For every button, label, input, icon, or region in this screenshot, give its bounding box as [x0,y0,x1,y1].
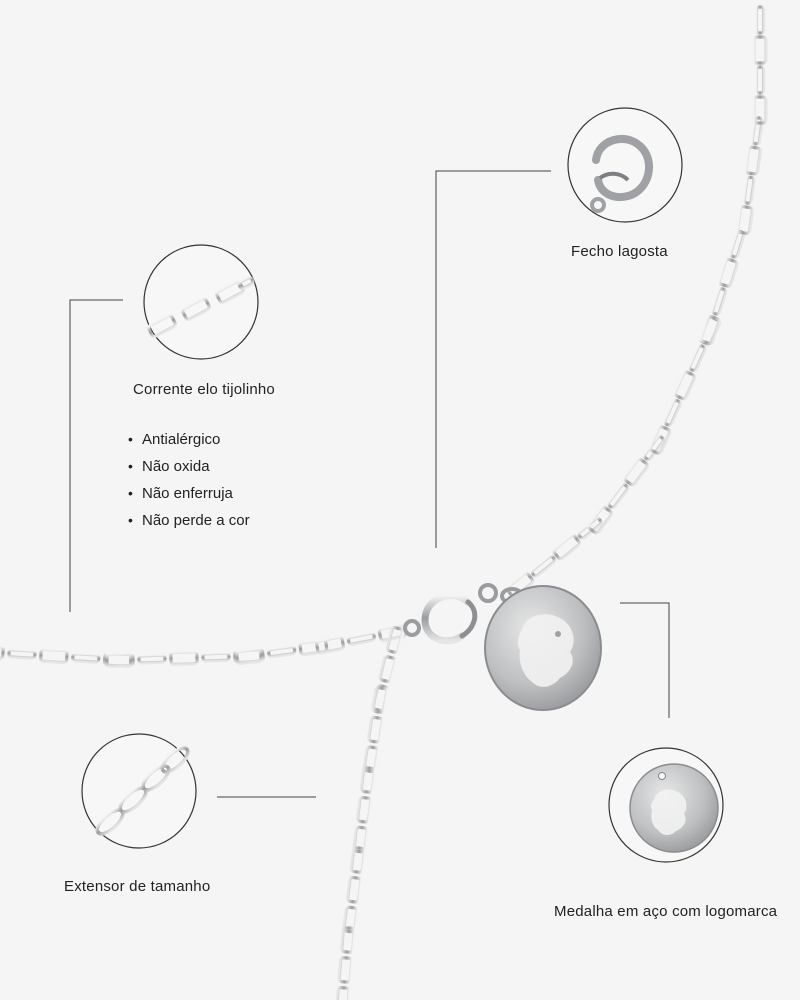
chain-link [756,67,763,93]
clasp-detail-circle [568,108,682,222]
chain-link [531,555,556,577]
extender-label: Extensor de tamanho [64,878,211,895]
chain-link [73,654,99,663]
chain-link [347,877,361,902]
medal-detail-circle [609,748,723,862]
feature-item: • Antialérgico [128,426,250,453]
chain-link [339,957,352,982]
feature-item: • Não oxida [128,453,250,480]
chain-link [674,371,696,400]
chain-link [203,653,229,661]
chain-link [368,717,382,742]
chain-link [664,399,681,426]
chain-link [754,37,766,63]
chain-link [9,650,35,659]
chain-horizontal [0,624,407,667]
medal-leader-line [620,603,669,718]
chain-link [745,147,760,174]
extender-detail-circle [82,734,196,848]
feature-item: • Não enferruja [128,480,250,507]
chain-link [623,458,648,486]
chain-link [357,797,371,822]
chain-link [139,655,165,663]
chain-link [649,426,671,455]
chain-link [171,652,197,665]
clasp-label: Fecho lagosta [571,243,668,260]
chain-link [268,646,295,657]
chain-link [730,231,745,258]
chain-label: Corrente elo tijolinho [133,381,275,398]
chain-link [744,177,755,204]
chain-link [336,987,349,1000]
chain-link [553,534,581,560]
clasp-leader-line [436,171,551,548]
chain-link [689,345,706,372]
medal-label: Medalha em aço com logomarca [554,903,778,920]
chain-features-list [128,426,250,534]
chain-link [700,316,719,344]
chain-link [737,206,752,233]
chain-link [756,7,763,33]
chain-link [348,633,375,645]
chain-link [607,483,628,508]
chain-link [719,259,738,287]
lobster-clasp [405,585,496,641]
chain-diagonal [506,7,766,598]
chain-link [379,656,395,682]
chain-link [387,627,403,653]
chain-link [712,288,727,315]
chain-detail-circle [144,245,258,359]
extender-chain [336,627,403,1000]
chain-link [41,649,68,663]
chain-leader-line [70,300,123,612]
medal-pendant [485,586,601,710]
feature-item: • Não perde a cor [128,507,250,534]
chain-link [0,645,3,659]
